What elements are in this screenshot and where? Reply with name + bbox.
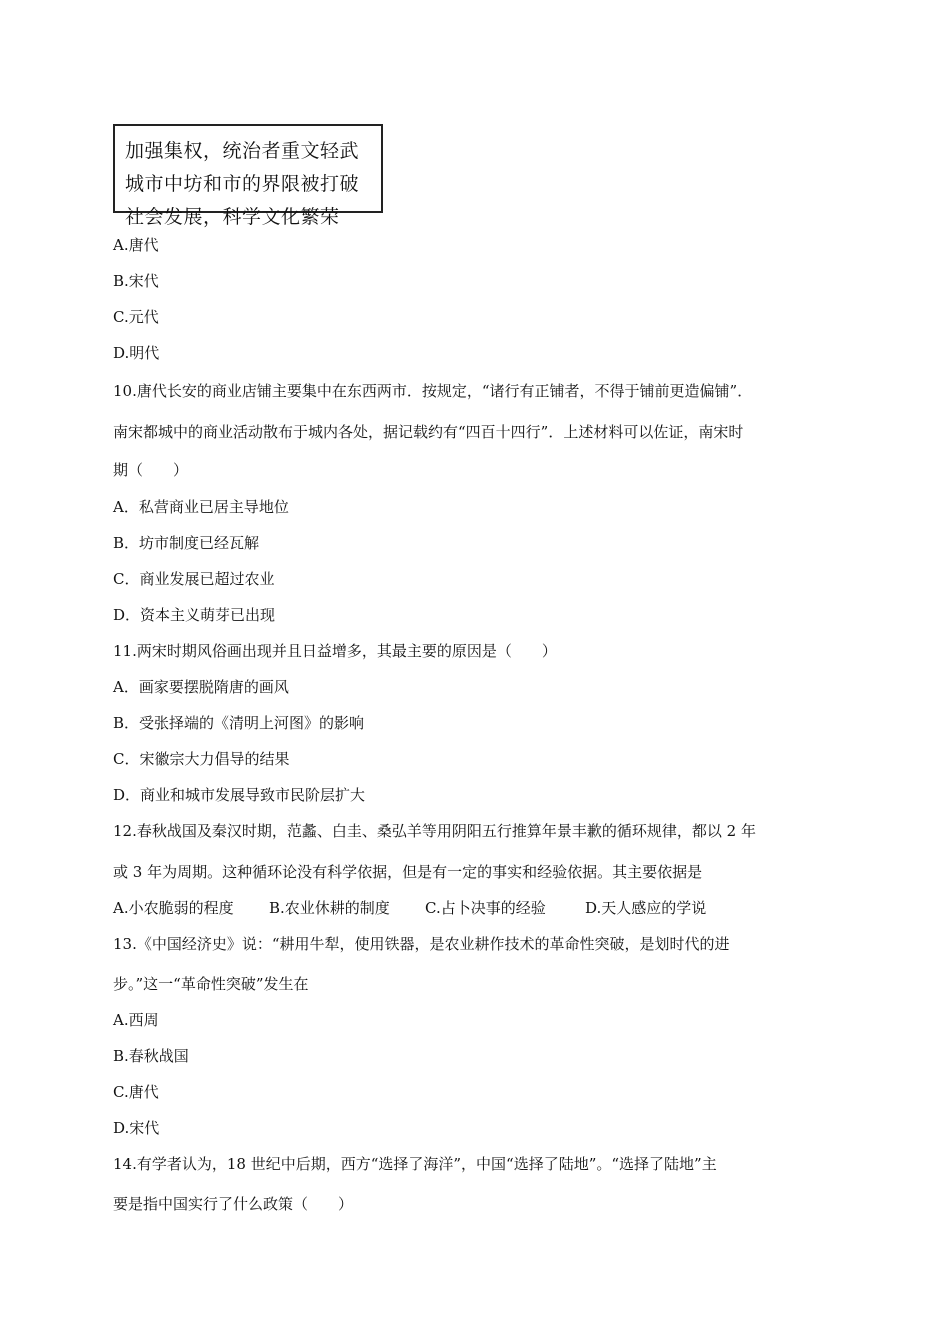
q12-stem-line: 或 3 年为周期。这种循环论没有科学依据，但是有一定的事实和经验依据。其主要依据是 [113,863,703,881]
q10-stem-line: 南宋都城中的商业活动散布于城内各处，据记载约有“四百十四行”．上述材料可以佐证，南宋时 [113,423,744,441]
q12-option-c: C.占卜决事的经验 [425,899,546,917]
material-line: 加强集权，统治者重文轻武 [125,140,360,162]
q13-option-d: D.宋代 [113,1119,160,1137]
q14-stem-line: 要是指中国实行了什么政策（ ） [113,1195,354,1213]
q12-option-a: A.小农脆弱的程度 [113,899,234,917]
q9-option-a: A.唐代 [113,236,159,254]
q12-options-row [113,898,706,918]
q12-stem-line: 12.春秋战国及秦汉时期，范蠡、白圭、桑弘羊等用阴阳五行推算年景丰歉的循环规律，都以 2 年 [113,822,756,840]
q10-stem-line: 10.唐代长安的商业店铺主要集中在东西两市．按规定，“诸行有正铺者，不得于铺前更造偏铺”． [113,382,753,400]
q13-stem-line: 步。”这一“革命性突破”发生在 [113,975,309,993]
q13-option-b: B.春秋战国 [113,1047,189,1065]
q10-option-c: C．商业发展已超过农业 [113,570,275,588]
q11-option-c: C．宋徽宗大力倡导的结果 [113,750,290,768]
q11-option-a: A．画家要摆脱隋唐的画风 [113,678,289,696]
q12-option-d: D.天人感应的学说 [585,899,707,917]
material-line: 社会发展，科学文化繁荣 [125,206,340,228]
q11-option-b: B．受张择端的《清明上河图》的影响 [113,714,365,732]
q10-option-a: A．私营商业已居主导地位 [113,498,289,516]
q10-option-d: D．资本主义萌芽已出现 [113,606,276,624]
q13-option-a: A.西周 [113,1011,159,1029]
q13-stem-line: 13.《中国经济史》说：“耕用牛犁，使用铁器，是农业耕作技术的革命性突破，是划时代的进 [113,935,730,953]
q10-option-b: B．坊市制度已经瓦解 [113,534,260,552]
q11-option-d: D．商业和城市发展导致市民阶层扩大 [113,786,366,804]
q14-stem-line: 14.有学者认为，18 世纪中后期，西方“选择了海洋”，中国“选择了陆地”。“选择了陆地”主 [113,1155,717,1173]
q13-option-c: C.唐代 [113,1083,159,1101]
material-line: 城市中坊和市的界限被打破 [125,173,360,195]
q9-option-c: C.元代 [113,308,159,326]
q10-stem-line: 期（ ） [113,461,189,479]
q11-stem: 11.两宋时期风俗画出现并且日益增多，其最主要的原因是（ ） [113,642,557,660]
q9-option-b: B.宋代 [113,272,159,290]
q9-option-d: D.明代 [113,344,160,362]
q12-option-b: B.农业休耕的制度 [269,899,390,917]
material-box [113,124,383,228]
